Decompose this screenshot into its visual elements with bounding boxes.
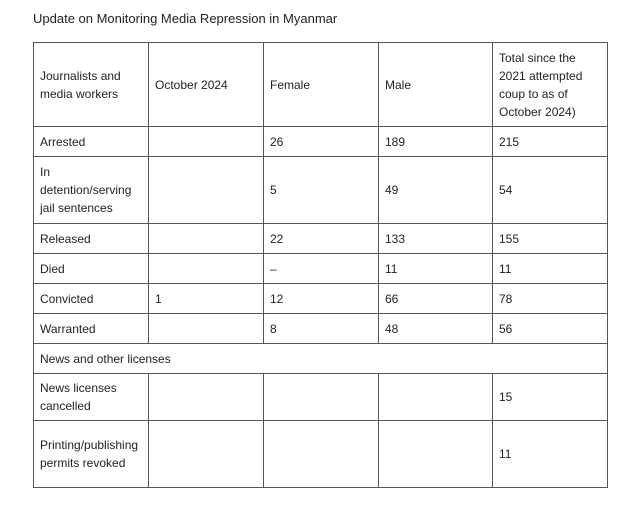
table-cell: 15 [493, 374, 608, 421]
column-header: Male [379, 43, 493, 127]
row-label: In detention/serving jail sentences [34, 157, 149, 224]
table-cell: 48 [379, 314, 493, 344]
table-cell [379, 374, 493, 421]
row-label: Released [34, 224, 149, 254]
table-cell: – [264, 254, 379, 284]
row-label: Died [34, 254, 149, 284]
table-cell [149, 224, 264, 254]
row-label: News licenses cancelled [34, 374, 149, 421]
table-cell: 155 [493, 224, 608, 254]
media-repression-table [33, 42, 608, 488]
table-row [34, 421, 608, 488]
table-cell [149, 127, 264, 157]
table-row [34, 254, 608, 284]
table-header-row [34, 43, 608, 127]
table-cell: 11 [493, 254, 608, 284]
table-cell [264, 421, 379, 488]
table-cell: 66 [379, 284, 493, 314]
table-cell: 78 [493, 284, 608, 314]
table-cell: 12 [264, 284, 379, 314]
table-row [34, 127, 608, 157]
document-title: Update on Monitoring Media Repression in Myanmar [33, 11, 338, 26]
table-cell: 26 [264, 127, 379, 157]
table-cell: 133 [379, 224, 493, 254]
table-cell: 56 [493, 314, 608, 344]
table-cell [149, 254, 264, 284]
table-row [34, 284, 608, 314]
table-cell: 5 [264, 157, 379, 224]
table-cell: 1 [149, 284, 264, 314]
row-label: Printing/publishing permits revoked [34, 421, 149, 488]
column-header: Female [264, 43, 379, 127]
table-cell [149, 374, 264, 421]
section-row [34, 344, 608, 374]
table-row [34, 157, 608, 224]
table-cell [149, 157, 264, 224]
table-cell [149, 314, 264, 344]
table-cell: 8 [264, 314, 379, 344]
table-cell: 22 [264, 224, 379, 254]
table-cell: 189 [379, 127, 493, 157]
table-row [34, 374, 608, 421]
table-cell: 11 [379, 254, 493, 284]
table-row [34, 314, 608, 344]
table-cell [264, 374, 379, 421]
table-cell: 54 [493, 157, 608, 224]
column-header: Total since the 2021 attempted coup to as of October 2024) [493, 43, 608, 127]
table-cell: 11 [493, 421, 608, 488]
table-cell [379, 421, 493, 488]
row-label: Convicted [34, 284, 149, 314]
table-cell [149, 421, 264, 488]
row-label: Arrested [34, 127, 149, 157]
column-header: Journalists and media workers [34, 43, 149, 127]
column-header: October 2024 [149, 43, 264, 127]
table-cell: 49 [379, 157, 493, 224]
row-label: Warranted [34, 314, 149, 344]
table-cell: 215 [493, 127, 608, 157]
table-row [34, 224, 608, 254]
section-label: News and other licenses [34, 344, 608, 374]
